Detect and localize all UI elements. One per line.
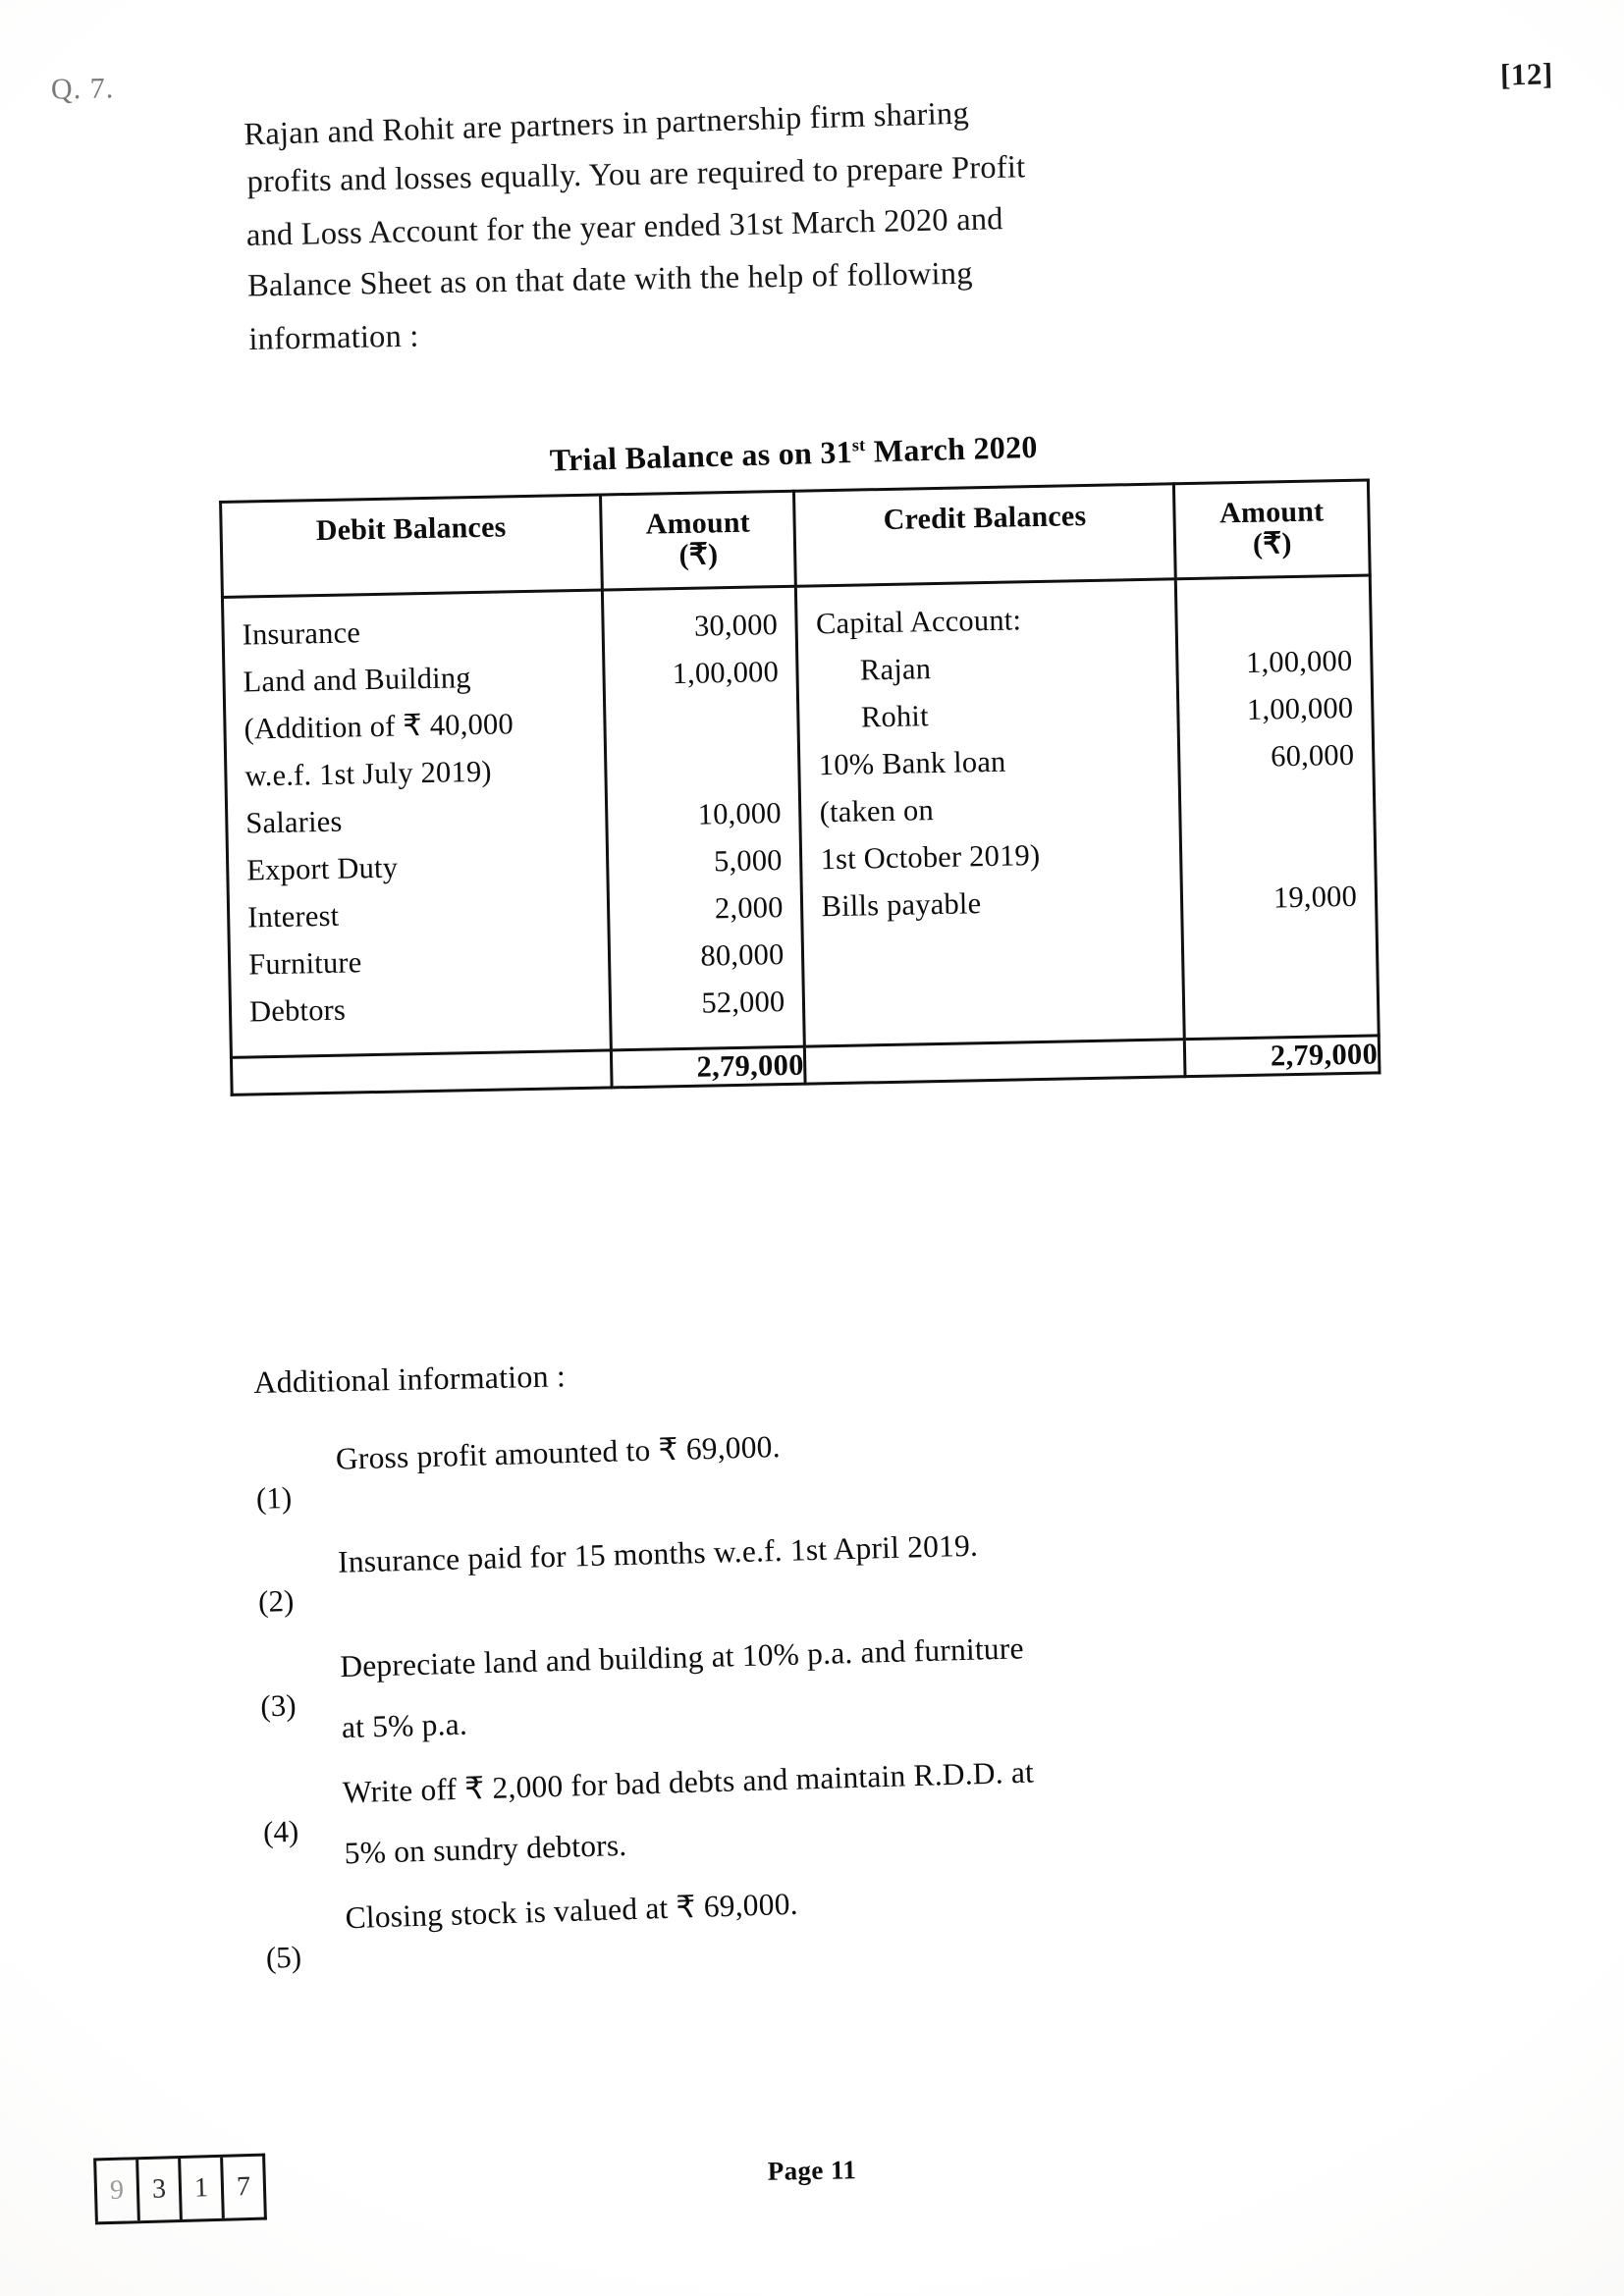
debit-amount-list [622,602,785,1029]
paper-code-digit: 1 [178,2158,222,2219]
table-cell-line: (Addition of ₹ 40,000 [244,707,514,746]
table-body [222,575,1380,1095]
item-number: (1) [255,1479,293,1516]
trial-balance-title-prefix: Trial Balance as on 31 [549,434,853,478]
table-cell-line [823,971,1165,1025]
paper-code-box [93,2154,267,2225]
credit-amount-label: Amount [1218,495,1325,530]
debit-labels-container [224,591,610,1055]
item-line: Insurance paid for 15 months w.e.f. 1st April 2019. [337,1527,979,1579]
table-cell-line [624,743,781,793]
additional-information-item [257,1520,1368,1620]
trial-balance-title-ordinal: st [851,435,866,455]
item-line: 5% on sundry debtors. [344,1827,627,1870]
item-body [342,1746,1373,1868]
debit-amounts-container [604,587,803,1048]
credit-amounts-container [1177,576,1377,1038]
table-cell-line: 10,000 [697,796,783,832]
debit-total-amount: 2,79,000 [611,1046,805,1088]
table-cell-line: Debtors [248,992,347,1029]
item-line: at 5% p.a. [341,1706,468,1744]
table-cell-line: Bills payable [821,886,982,924]
item-body [340,1624,1371,1742]
item-line: Depreciate land and building at 10% p.a. and furniture [339,1630,1025,1684]
table-cell-line: 1st October 2019) [820,838,1041,877]
item-line: Gross profit amounted to ₹ 69,000. [335,1428,782,1476]
item-line: Closing stock is valued at ₹ 69,000. [345,1886,799,1936]
table-cell-line: Furniture [247,945,362,982]
table-cell-line [1202,920,1358,970]
trial-balance-title-suffix: March 2020 [865,428,1039,469]
credit-total-label [805,1039,1186,1083]
table-cell-line: 80,000 [700,937,785,974]
debit-amount-currency: (₹) [678,538,719,571]
credit-labels-container [797,580,1183,1044]
paper-code-digit: 9 [93,2160,137,2221]
table-body-row [222,575,1379,1057]
table-cell-line: 60,000 [1270,738,1355,774]
table-cell-line [1200,826,1356,876]
table-cell-line: 30,000 [693,608,779,644]
intro-line-2: profits and losses equally. You are required to prepare Profit [246,148,1026,200]
table-cell-line [1195,590,1351,640]
additional-information-item [254,1415,1366,1517]
item-body [345,1870,1376,1973]
additional-information-section [253,1341,1376,2003]
table-cell-line: 2,000 [714,890,784,926]
trial-balance-table [219,478,1380,1095]
credit-total-amount: 2,79,000 [1185,1036,1380,1077]
table-cell-line: Land and Building [243,661,472,699]
table-cell-line: w.e.f. 1st July 2019) [244,755,493,793]
additional-information-item [264,1870,1376,1975]
intro-line-5: information : [248,318,419,357]
debit-amount-label: Amount [645,506,751,541]
table-cell-line: 10% Bank loan [818,745,1006,782]
item-number: (2) [257,1582,295,1619]
intro-line-1: Rajan and Rohit are partners in partnership firm sharing [243,95,970,153]
table-cell-line: 5,000 [713,843,784,879]
credit-amounts-cell [1176,575,1380,1040]
item-body [338,1520,1369,1617]
additional-information-heading: Additional information : [253,1358,567,1400]
debit-balances-cell [222,590,611,1057]
table-cell-line [1203,967,1359,1017]
credit-balances-cell [796,578,1185,1045]
additional-information-item [259,1624,1371,1745]
question-intro-paragraph [244,90,1347,379]
item-number: (4) [262,1813,299,1849]
column-header-debit-amount [600,491,795,589]
table-cell-line: 19,000 [1272,880,1358,915]
table-cell-line [822,924,1164,978]
debit-amounts-cell [602,586,805,1050]
table-cell-line: Export Duty [245,850,399,887]
table-cell-line: Rajan [859,652,932,687]
table-cell-line: 1,00,000 [672,655,780,691]
table-cell-line: Interest [246,899,340,934]
table-cell-line: Insurance [242,615,361,652]
page-number-footer: Page 11 [767,2155,857,2186]
debit-label-list [242,605,591,1036]
table-cell-line: 1,00,000 [1245,644,1353,680]
table-cell-line: Capital Account: [815,603,1022,641]
question-number: Q. 7. [50,72,115,106]
column-header-credit-amount [1174,480,1370,578]
table-cell-line [1199,778,1355,828]
table-cell-line: (taken on [819,793,935,829]
trial-balance-title [218,419,1370,488]
intro-line-3: and Loss Account for the year ended 31st March 2020 and [245,201,1004,253]
table-cell-line: 1,00,000 [1246,691,1354,727]
item-number: (5) [265,1939,302,1975]
table-cell-line: 52,000 [701,985,785,1020]
item-body [335,1415,1366,1514]
credit-label-list [816,594,1165,1025]
marks-allocation: [12] [1499,56,1554,92]
item-line: Write off ₹ 2,000 for bad debts and maintain R.D.D. at [342,1754,1035,1810]
debit-total-label [231,1050,612,1095]
item-number: (3) [259,1687,297,1724]
additional-information-item [261,1746,1373,1870]
paper-code-digit: 7 [220,2157,264,2218]
column-header-debit-balances: Debit Balances [221,495,603,597]
table-cell-line: Salaries [245,804,343,840]
credit-amount-list [1195,590,1359,1017]
intro-line-4: Balance Sheet as on that date with the help of following [246,255,973,304]
trial-balance-section [218,425,1380,1096]
table-cell-line [623,696,780,746]
credit-amount-currency: (₹) [1252,526,1292,561]
column-header-credit-balances: Credit Balances [794,484,1176,586]
table-cell-line: Rohit [860,699,930,734]
paper-code-digit: 3 [135,2159,180,2220]
additional-information-list [255,1418,1376,1975]
